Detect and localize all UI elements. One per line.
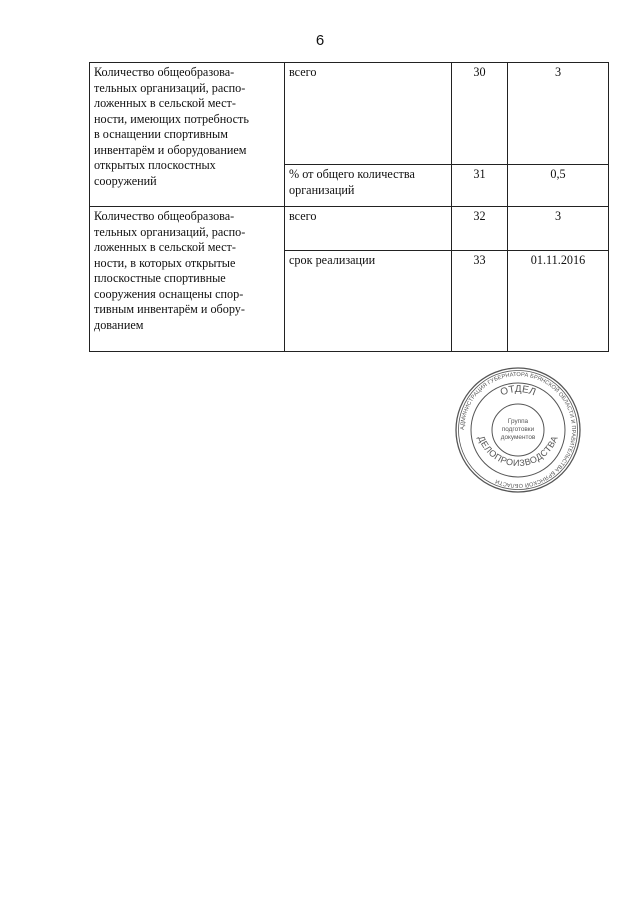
table-row: [90, 207, 609, 251]
indicator-cell: всего: [285, 207, 452, 251]
svg-text:АДМИНИСТРАЦИЯ ГУБЕРНАТОРА БРЯН: АДМИНИСТРАЦИЯ ГУБЕРНАТОРА БРЯНСКОЙ ОБЛАСТИ И ПРАВИТЕЛЬСТВА БРЯНСКОЙ ОБЛАСТИ: [459, 371, 577, 489]
svg-text:ОТДЕЛ: ОТДЕЛ: [499, 383, 538, 399]
svg-text:документов: документов: [500, 434, 536, 441]
row-group-label-2: Количество общеобразова- тельных организаций, распо- ложенных в сельской мест- ности, в которых открытые плоскостные спортивные сооружения оснащены спор- тивным инвентарём и обору- дованием: [90, 207, 285, 352]
code-cell: 31: [452, 165, 508, 207]
value-cell: 3: [508, 63, 609, 165]
code-cell: 32: [452, 207, 508, 251]
svg-text:подготовки: подготовки: [501, 426, 535, 433]
indicator-cell: всего: [285, 63, 452, 165]
value-cell: 3: [508, 207, 609, 251]
value-cell: 01.11.2016: [508, 251, 609, 352]
data-table: [89, 62, 609, 352]
code-cell: 30: [452, 63, 508, 165]
svg-text:Группа: Группа: [507, 418, 529, 425]
stamp-seal-icon: [454, 366, 582, 494]
indicator-cell: % от общего количества организаций: [285, 165, 452, 207]
row-group-label-1: Количество общеобразова- тельных организаций, распо- ложенных в сельской мест- ности, имеющих потребность в оснащении спортивным инвентарём и оборудованием открытых плоскостных сооружений: [90, 63, 285, 207]
code-cell: 33: [452, 251, 508, 352]
page-number: 6: [315, 32, 325, 49]
official-stamp: [454, 366, 582, 494]
indicator-cell: срок реализации: [285, 251, 452, 352]
value-cell: 0,5: [508, 165, 609, 207]
svg-text:ДЕЛОПРОИЗВОДСТВА: ДЕЛОПРОИЗВОДСТВА: [476, 434, 560, 469]
table-row: [90, 63, 609, 165]
